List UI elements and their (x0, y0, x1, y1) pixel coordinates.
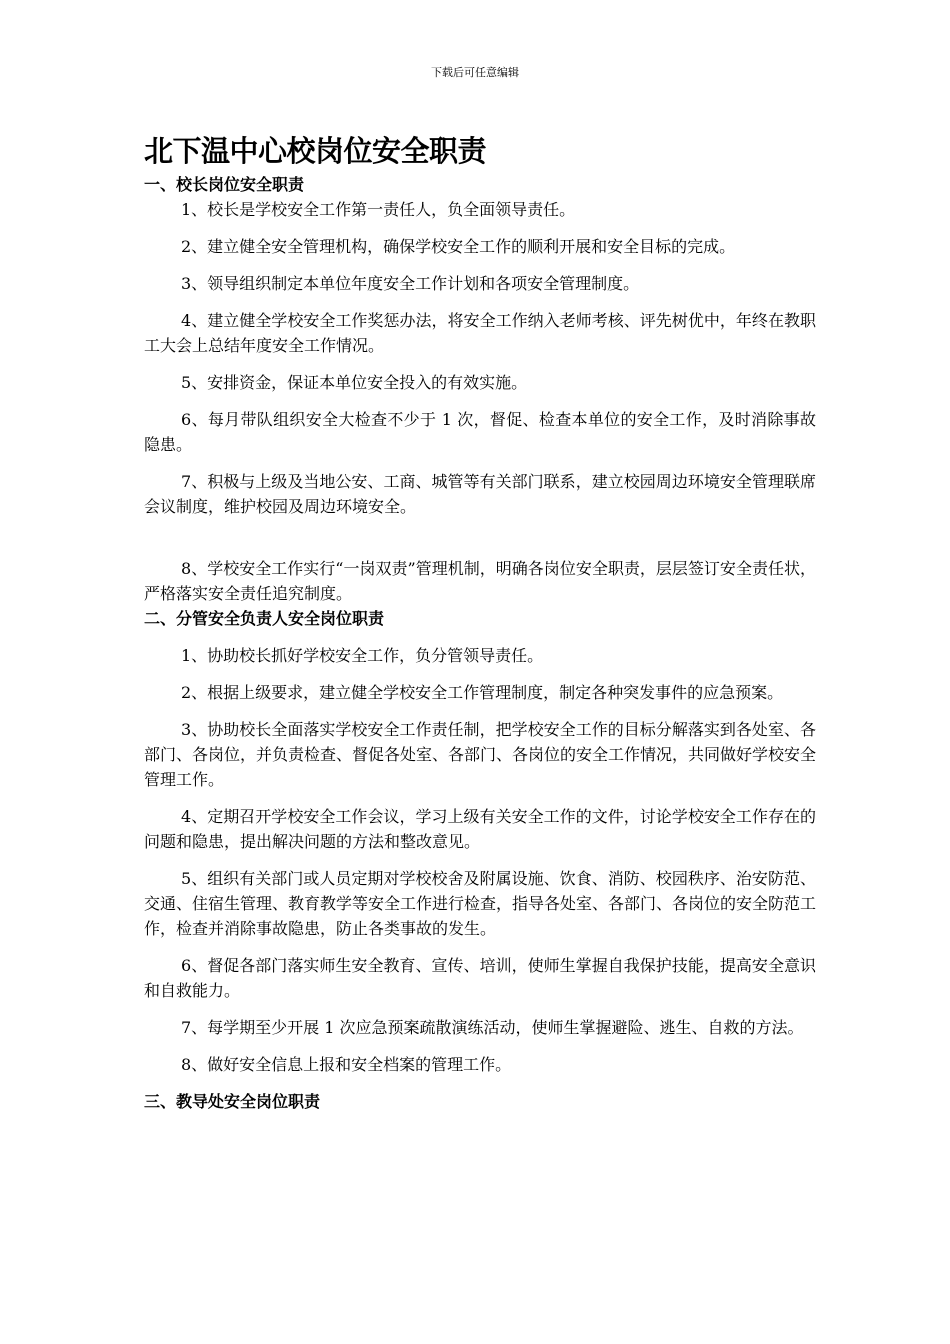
section-principal (144, 172, 816, 606)
paragraph: 2、根据上级要求，建立健全学校安全工作管理制度，制定各种突发事件的应急预案。 (181, 683, 784, 702)
section-academic-office (144, 1089, 816, 1114)
paragraph: 1、协助校长抓好学校安全工作，负分管领导责任。 (181, 646, 544, 665)
paragraph: 8、做好安全信息上报和安全档案的管理工作。 (181, 1055, 512, 1074)
document-body (144, 130, 816, 1114)
paragraph: 2、建立健全安全管理机构，确保学校安全工作的顺利开展和安全目标的完成。 (181, 237, 736, 256)
section-heading: 一、校长岗位安全职责 (144, 175, 305, 194)
paragraph: 3、领导组织制定本单位年度安全工作计划和各项安全管理制度。 (181, 274, 640, 293)
paragraph: 6、督促各部门落实师生安全教育、宣传、培训，使师生掌握自我保护技能，提高安全意识和自救能力。 (144, 956, 816, 1000)
section-heading: 二、分管安全负责人安全岗位职责 (144, 609, 385, 628)
paragraph: 6、每月带队组织安全大检查不少于 1 次，督促、检查本单位的安全工作，及时消除事故隐患。 (144, 410, 816, 454)
paragraph: 7、每学期至少开展 1 次应急预案疏散演练活动，使师生掌握避险、逃生、自救的方法。 (181, 1018, 804, 1037)
page-header: 下载后可任意编辑 (431, 66, 519, 79)
paragraph: 5、组织有关部门或人员定期对学校校舍及附属设施、饮食、消防、校园秩序、治安防范、交通、住宿生管理、教育教学等安全工作进行检查，指导各处室、各部门、各岗位的安全防范工作，检查并消除事故隐患，防止各类事故的发生。 (144, 869, 817, 938)
paragraph: 8、学校安全工作实行“一岗双责”管理机制，明确各岗位安全职责，层层签订安全责任状，严格落实安全责任追究制度。 (144, 559, 816, 603)
section-heading: 三、教导处安全岗位职责 (144, 1092, 321, 1111)
section-safety-officer (144, 606, 816, 1077)
document-title: 北下温中心校岗位安全职责 (144, 134, 487, 168)
paragraph: 4、定期召开学校安全工作会议，学习上级有关安全工作的文件，讨论学校安全工作存在的问题和隐患，提出解决问题的方法和整改意见。 (144, 807, 816, 851)
paragraph: 3、协助校长全面落实学校安全工作责任制，把学校安全工作的目标分解落实到各处室、各部门、各岗位，并负责检查、督促各处室、各部门、各岗位的安全工作情况，共同做好学校安全管理工作。 (144, 720, 817, 789)
paragraph: 1、校长是学校安全工作第一责任人，负全面领导责任。 (181, 200, 576, 219)
paragraph: 4、建立健全学校安全工作奖惩办法，将安全工作纳入老师考核、评先树优中，年终在教职工大会上总结年度安全工作情况。 (144, 311, 816, 355)
paragraph: 5、安排资金，保证本单位安全投入的有效实施。 (181, 373, 528, 392)
paragraph: 7、积极与上级及当地公安、工商、城管等有关部门联系，建立校园周边环境安全管理联席会议制度，维护校园及周边环境安全。 (144, 472, 816, 516)
